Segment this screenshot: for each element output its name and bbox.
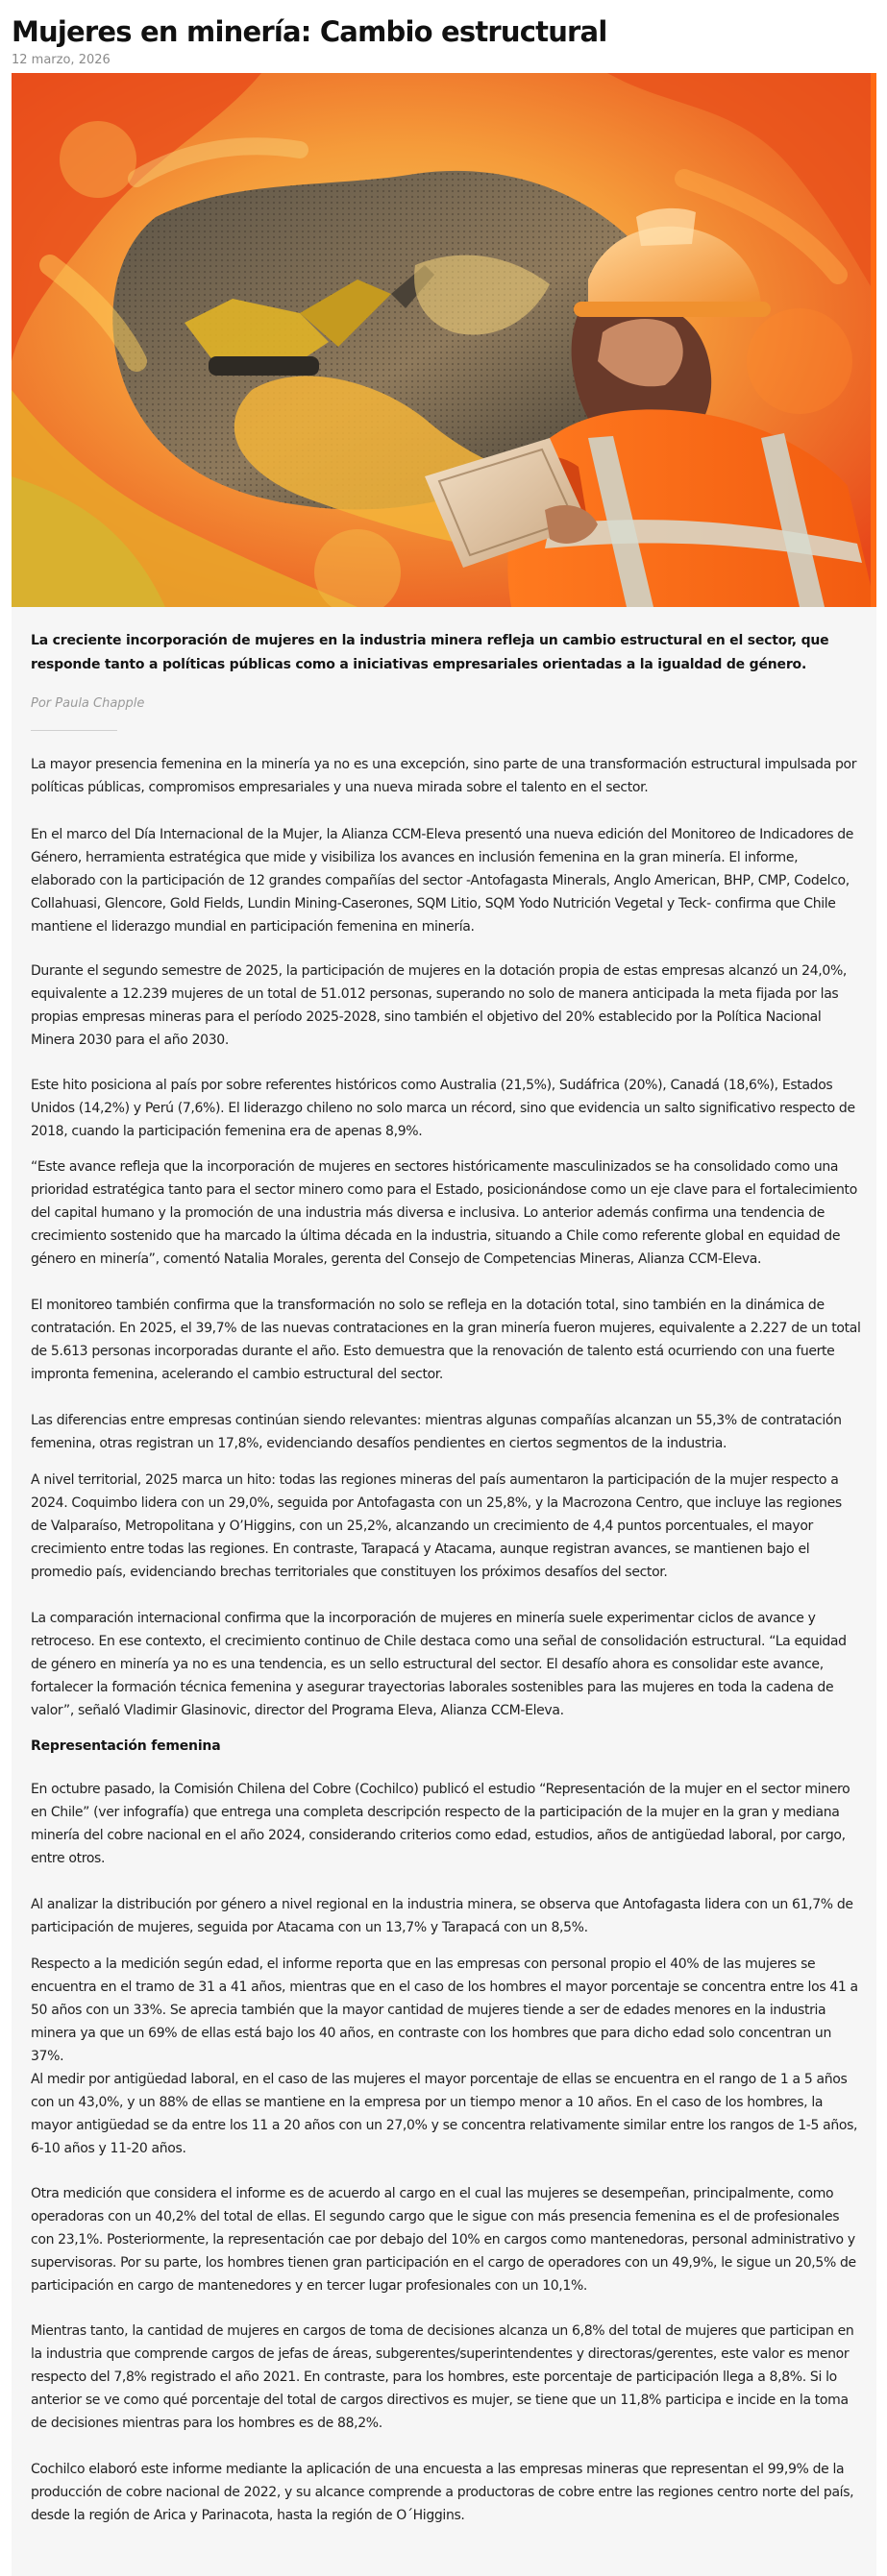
hero-illustration (12, 73, 875, 607)
article-paragraph: La mayor presencia femenina en la minería ya no es una excepción, sino parte de una transformación estructural impulsada por políticas públicas, compromisos empresariales y una nueva mirada sobre el talento en el sector. (31, 757, 857, 795)
byline-divider (31, 730, 117, 731)
article-paragraph: A nivel territorial, 2025 marca un hito: todas las regiones mineras del país aumentaron la participación de la mujer respecto a 2024. Coquimbo lidera con un 29,0%, seguida por Antofagasta con un 25,8%, y la Macrozona Centro, que incluye las regiones de Valparaíso, Metropolitana y O’Higgins, con un 25,2%, alcanzando un crecimiento de 4,4 puntos porcentuales, el mayor crecimiento entre todas las regiones. En contraste, Tarapacá y Atacama, aunque registran avances, se mantienen bajo el promedio país, evidenciando brechas territoriales que constituyen los próximos desafíos del sector. (31, 1472, 842, 1580)
section-heading: Representación femenina (31, 1738, 221, 1754)
article-paragraph: “Este avance refleja que la incorporación de mujeres en sectores históricamente masculinizados se ha consolidado como una prioridad estratégica tanto para el sector minero como para el Estado, posicionándose como un eje clave para el fortalecimiento del capital humano y la promoción de una industria más diversa e inclusiva. Lo anterior además confirma una tendencia de crecimiento sostenido que ha marcado la última década en la industria, situando a Chile como referente global en equidad de género en minería”, comentó Natalia Morales, gerenta del Consejo de Competencias Mineras, Alianza CCM-Eleva. (31, 1159, 857, 1267)
article-body (12, 607, 876, 2576)
hero-image (12, 73, 875, 607)
article-title: Mujeres en minería: Cambio estructural (12, 15, 607, 48)
article-paragraph: Durante el segundo semestre de 2025, la participación de mujeres en la dotación propia de estas empresas alcanzó un 24,0%, equivalente a 12.239 mujeres de un total de 51.012 personas, superando no solo de manera anticipada la meta fijada por las propias empresas mineras para el período 2025-2028, sino también el objetivo del 20% establecido por la Política Nacional Minera 2030 para el año 2030. (31, 963, 848, 1048)
article-lead: La creciente incorporación de mujeres en la industria minera refleja un cambio estructural en el sector, que responde tanto a políticas públicas como a iniciativas empresariales orientadas a la igualdad de género. (31, 633, 829, 672)
article-paragraph: El monitoreo también confirma que la transformación no solo se refleja en la dotación total, sino también en la dinámica de contratación. En 2025, el 39,7% de las nuevas contrataciones en la gran minería fueron mujeres, equivalente a 2.227 de un total de 5.613 personas incorporadas durante el año. Esto demuestra que la renovación de talento está ocurriendo con una fuerte impronta femenina, acelerando el cambio estructural del sector. (31, 1298, 861, 1382)
article-byline: Por Paula Chapple (31, 696, 145, 711)
article-paragraph: Respecto a la medición según edad, el informe reporta que en las empresas con personal propio el 40% de las mujeres se encuentra en el tramo de 31 a 41 años, mientras que en el caso de los hombres el mayor porcentaje se concentra entre los 41 a 50 años con un 33%. Se aprecia también que la mayor cantidad de mujeres tiende a ser de edades menores en la industria minera ya que un 69% de ellas está bajo los 40 años, en contraste con los hombres que para dicho edad solo concentran un 37%. (31, 1956, 858, 2064)
article-date: 12 marzo, 2026 (12, 53, 111, 67)
article-paragraph: Cochilco elaboró este informe mediante la aplicación de una encuesta a las empresas mineras que representan el 99,9% de la producción de cobre nacional de 2022, y su alcance comprende a productoras de cobre entre las regiones centro norte del país, desde la región de Arica y Parinacota, hasta la región de O´Higgins. (31, 2462, 854, 2523)
article-paragraph: Al analizar la distribución por género a nivel regional en la industria minera, se observa que Antofagasta lidera con un 61,7% de participación de mujeres, seguida por Atacama con un 13,7% y Tarapacá con un 8,5%. (31, 1897, 853, 1935)
article-paragraph: Las diferencias entre empresas continúan siendo relevantes: mientras algunas compañías alcanzan un 55,3% de contratación femenina, otras registran un 17,8%, evidenciando desafíos pendientes en ciertos segmentos de la industria. (31, 1413, 842, 1451)
article-paragraph: En el marco del Día Internacional de la Mujer, la Alianza CCM-Eleva presentó una nueva edición del Monitoreo de Indicadores de Género, herramienta estratégica que mide y visibiliza los avances en inclusión femenina en la gran minería. El informe, elaborado con la participación de 12 grandes compañías del sector -Antofagasta Minerals, Anglo American, BHP, CMP, Codelco, Collahuasi, Glencore, Gold Fields, Lundin Mining-Caserones, SQM Litio, SQM Yodo Nutrición Vegetal y Teck- confirma que Chile mantiene el liderazgo mundial en participación femenina en minería. (31, 827, 854, 935)
article-paragraph: Al medir por antigüedad laboral, en el caso de las mujeres el mayor porcentaje de ellas se encuentra en el rango de 1 a 5 años con un 43,0%, y un 88% de ellas se mantiene en la empresa por un tiempo menor a 10 años. En el caso de los hombres, la mayor antigüedad se da entre los 11 a 20 años con un 27,0% y se concentra relativamente similar entre los rangos de 1-5 años, 6-10 años y 11-20 años. (31, 2072, 858, 2156)
article-paragraph: Mientras tanto, la cantidad de mujeres en cargos de toma de decisiones alcanza un 6,8% del total de mujeres que participan en la industria que comprende cargos de jefas de áreas, subgerentes/superintendentes y directoras/gerentes, este valor es menor respecto del 7,8% registrado el año 2021. En contraste, para los hombres, este porcentaje de participación llega a 8,8%. Si lo anterior se ve como qué porcentaje del total de cargos directivos es mujer, se tiene que un 11,8% participa e incide en la toma de decisiones mientras para los hombres es de 88,2%. (31, 2323, 854, 2431)
article-paragraph: En octubre pasado, la Comisión Chilena del Cobre (Cochilco) publicó el estudio “Representación de la mujer en el sector minero en Chile” (ver infografía) que entrega una completa descripción respecto de la participación de la mujer en la gran y mediana minería del cobre nacional en el año 2024, considerando criterios como edad, estudios, años de antigüedad laboral, por cargo, entre otros. (31, 1782, 850, 1866)
article-paragraph: La comparación internacional confirma que la incorporación de mujeres en minería suele experimentar ciclos de avance y retroceso. En ese contexto, el crecimiento continuo de Chile destaca como una señal de consolidación estructural. “La equidad de género en minería ya no es una tendencia, es un sello estructural del sector. El desafío ahora es consolidar este avance, fortalecer la formación técnica femenina y asegurar trayectorias laborales sostenibles para las mujeres en toda la cadena de valor”, señaló Vladimir Glasinovic, director del Programa Eleva, Alianza CCM-Eleva. (31, 1611, 847, 1718)
article-paragraph: Otra medición que considera el informe es de acuerdo al cargo en el cual las mujeres se desempeñan, principalmente, como operadoras con un 40,2% del total de ellas. El segundo cargo que le sigue con más presencia femenina es el de profesionales con 23,1%. Posteriormente, la representación cae por debajo del 10% en cargos como mantenedoras, personal administrativo y supervisoras. Por su parte, los hombres tienen gran participación en el cargo de operadores con un 49,9%, le sigue un 20,5% de participación en cargo de mantenedores y en tercer lugar profesionales con un 10,1%. (31, 2186, 856, 2294)
article-paragraph: Este hito posiciona al país por sobre referentes históricos como Australia (21,5%), Sudáfrica (20%), Canadá (18,6%), Estados Unidos (14,2%) y Perú (7,6%). El liderazgo chileno no solo marca un récord, sino que evidencia un salto significativo respecto de 2018, cuando la participación femenina era de apenas 8,9%. (31, 1078, 855, 1139)
hero-accent-edge (871, 73, 876, 611)
